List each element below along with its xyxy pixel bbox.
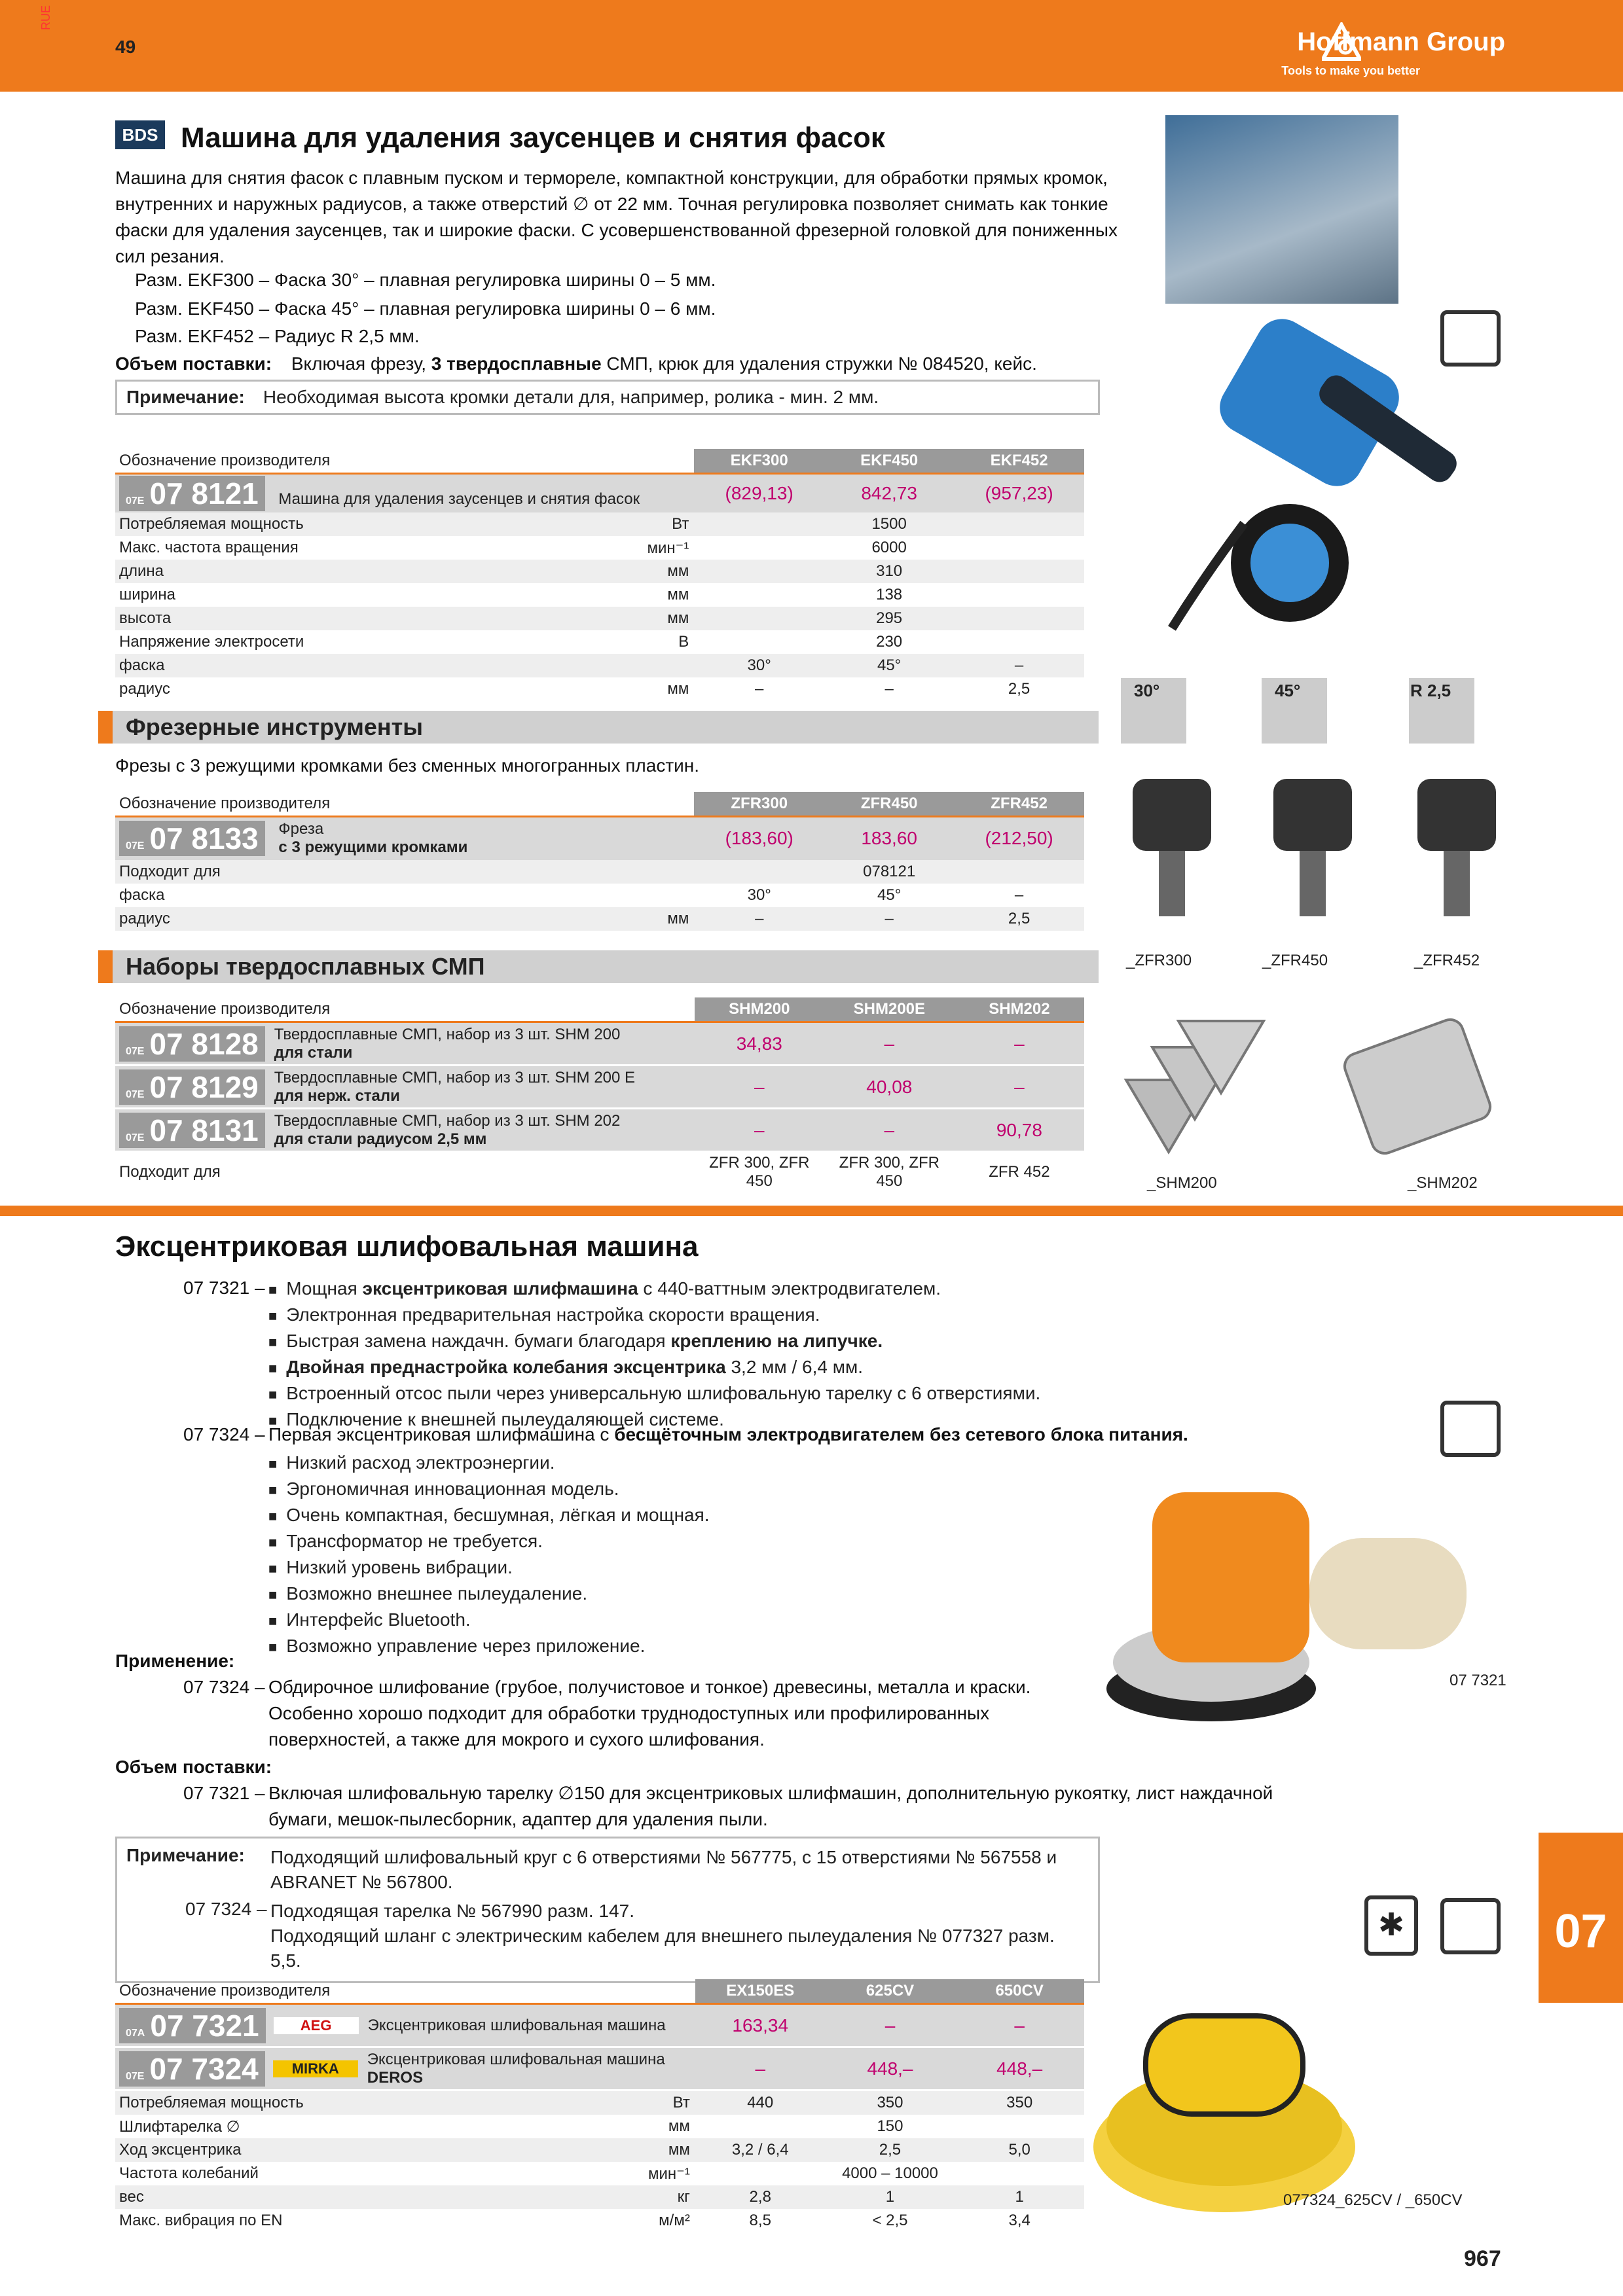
section2-description: Фрезы с 3 режущими кромками без сменных многогранных пластин. — [115, 755, 700, 776]
caption-077321: 07 7321 — [1450, 1672, 1506, 1689]
row-value: 3,2 / 6,4 — [731, 2141, 789, 2159]
case-icon — [1440, 1401, 1501, 1457]
price-cell: 90,78 — [996, 1119, 1042, 1140]
row-value — [694, 607, 824, 630]
article-desc: Твердосплавные СМП, набор из 3 шт. SHM 202 — [274, 1111, 621, 1130]
price-cell: (957,23) — [985, 483, 1053, 503]
row-value — [694, 512, 824, 536]
row-value — [954, 512, 1084, 536]
caption-shm200: _SHM200 — [1147, 1174, 1217, 1192]
row-value — [954, 860, 1084, 884]
row-unit: м/м² — [659, 2212, 690, 2229]
row-value: 45° — [877, 656, 902, 674]
row-value: 2,5 — [1008, 680, 1030, 698]
feature-item: ■ Подключение к внешней пылеудаляющей системе. — [268, 1407, 1040, 1433]
row-unit: Вт — [672, 515, 689, 533]
page-number: 967 — [1464, 2246, 1501, 2271]
bluetooth-icon: ✱ — [1364, 1895, 1418, 1956]
section-divider — [0, 1206, 1623, 1216]
article-desc: Эксцентриковая шлифовальная машина — [367, 2016, 666, 2034]
note-box-2: Примечание: Подходящий шлифовальный круг с 6 отверстиями № 567775, с 15 отверстиями № 567558 и ABRANET № 567800. 07 7324 – Подходящая тарелка № 567990 разм. 147. Подходящий шланг с электрическим кабелем для внешнего пылеудаления № 077327 разм. 5,5. — [115, 1837, 1100, 1983]
row-value: 30° — [747, 886, 771, 904]
row-value: 150 — [877, 2117, 903, 2135]
feature-item: ■ Очень компактная, бесшумная, лёгкая и мощная. — [268, 1503, 710, 1529]
page-top-number: 49 — [115, 37, 136, 57]
row-value: 350 — [1006, 2094, 1033, 2111]
row-value — [954, 583, 1084, 607]
chapter-tab-icon — [1539, 1833, 1623, 1905]
row-unit: мм — [667, 909, 689, 927]
price-cell: – — [1014, 2015, 1025, 2036]
table-shm — [115, 997, 1084, 1192]
row-value: 1 — [1015, 2188, 1024, 2206]
a2-feature-list — [268, 1450, 710, 1660]
brand-tagline: Tools to make you better — [1281, 64, 1420, 77]
row-value: – — [1014, 886, 1024, 904]
row-value: 350 — [877, 2094, 903, 2111]
row-label: Макс. вибрация по EN м/м² — [119, 2212, 690, 2229]
article-cell: 07E 07 8129 Твердосплавные СМП, набор из 3 шт. SHM 200 E для нерж. стали — [115, 1066, 695, 1109]
a2-headline: Первая эксцентриковая шлифмашина с бесщёточным электродвигателем без сетевого блока питания. — [268, 1424, 1188, 1444]
row-label: вес кг — [119, 2188, 690, 2206]
row-value: 1 — [885, 2188, 895, 2206]
feature-item: ■ Электронная предварительная настройка скорости вращения. — [268, 1302, 1040, 1329]
delivery-text-2: Включая шлифовальную тарелку ∅150 для эксцентриковых шлифмашин, дополнительную рукоятку, лист наждачной бумаги, мешок-пылесборник, адаптер для удаления пыли. — [268, 1783, 1273, 1829]
row-value — [694, 583, 824, 607]
row-value: < 2,5 — [872, 2212, 908, 2229]
row-value — [694, 860, 824, 884]
feature-item: ■ Быстрая замена наждачн. бумаги благодаря креплению на липучке. — [268, 1329, 1040, 1355]
row-value — [695, 2115, 826, 2138]
row-label: Макс. частота вращения мин⁻¹ — [119, 539, 689, 557]
row-value: – — [1014, 656, 1024, 674]
col-ekf300: EKF300 — [694, 449, 824, 474]
insert-images — [1113, 1008, 1506, 1172]
feature-item: ■ Возможно управление через приложение. — [268, 1634, 710, 1660]
a1-feature-list — [268, 1276, 1040, 1433]
row-value: 138 — [876, 586, 903, 603]
table-row — [115, 2138, 1084, 2162]
feature-item: ■ Двойная преднастройка колебания эксцентрика 3,2 мм / 6,4 мм. — [268, 1355, 1040, 1381]
note-box-1: Примечание: Необходимая высота кромки детали для, например, ролика - мин. 2 мм. — [115, 380, 1100, 415]
row-value: 5,0 — [1008, 2141, 1030, 2159]
mill-images — [1113, 753, 1506, 949]
a2-number: 07 7324 – — [183, 1424, 265, 1444]
price-cell: 40,08 — [866, 1076, 913, 1097]
article-cell: 07A 07 7321 AEG Эксцентриковая шлифовальная машина — [115, 2004, 695, 2047]
row-label: Подходит для — [119, 862, 221, 880]
caption-shm202: _SHM202 — [1408, 1174, 1478, 1192]
row-unit: мм — [667, 562, 689, 580]
row-value: 3,4 — [1008, 2212, 1030, 2229]
case-icon — [1440, 1898, 1501, 1954]
article-row — [115, 1109, 1084, 1152]
article-number[interactable]: 07 8121 — [149, 476, 259, 511]
price-cell: – — [884, 1033, 895, 1054]
table-row — [115, 2162, 1084, 2185]
row-value: 078121 — [863, 862, 916, 880]
row-value: 440 — [747, 2094, 774, 2111]
feature-item: ■ Низкий уровень вибрации. — [268, 1555, 710, 1581]
spec-table-1 — [115, 449, 1084, 701]
angle-symbols: 30° 45° R 2,5 — [1121, 678, 1501, 750]
row-unit: мм — [668, 2141, 690, 2159]
row-value — [694, 630, 824, 654]
row-value: 295 — [876, 609, 903, 627]
application-label: Применение: — [115, 1651, 235, 1671]
caption-zfr300: _ZFR300 — [1126, 952, 1192, 969]
price-cell: – — [754, 1076, 765, 1097]
feature-item: ■ Эргономичная инновационная модель. — [268, 1477, 710, 1503]
row-value: – — [755, 680, 764, 698]
price-cell: – — [755, 2058, 766, 2079]
row-value: 45° — [877, 886, 902, 904]
language-code: RUE — [39, 5, 52, 30]
row-value — [954, 536, 1084, 560]
table-row — [115, 560, 1084, 583]
row-value — [954, 560, 1084, 583]
article-number[interactable]: 07 8129 — [149, 1069, 259, 1104]
price-cell: – — [1014, 1033, 1025, 1054]
spec-table-3: Обозначение производителя SHM200 SHM200E SHM202 07E 07 8128 Твердосплавные СМП, набор из 3 шт. SHM 200 для стали 34,83 – – 07E 07 8129 Твердосплавные СМП, набор из 3 шт. SHM 200 E для нерж. стали – 40,08 – 07E 07 8131 Твердосплавные СМП, набор из 3 шт. SHM 202 для стали радиусом 2,5 мм – – 90,78 Подходит для ZFR 300, ZFR 450 ZFR 300, ZFR 450 ZFR 452 — [115, 997, 1084, 1192]
table-row — [115, 630, 1084, 654]
row-unit: мин⁻¹ — [647, 539, 689, 557]
row-value: 2,8 — [749, 2188, 771, 2206]
article-cell: 07E 07 8131 Твердосплавные СМП, набор из 3 шт. SHM 202 для стали радиусом 2,5 мм — [115, 1109, 695, 1152]
table-row — [115, 860, 1084, 884]
price-cell: (829,13) — [725, 483, 793, 503]
row-label: Потребляемая мощность Вт — [119, 2094, 690, 2111]
row-label: Напряжение электросети В — [119, 633, 689, 651]
table-row — [115, 654, 1084, 677]
article-desc: Твердосплавные СМП, набор из 3 шт. SHM 200 E — [274, 1068, 636, 1086]
row-value: – — [884, 680, 894, 698]
article-desc-sub: для стали — [274, 1043, 353, 1062]
row-unit: мин⁻¹ — [648, 2165, 690, 2183]
article-number[interactable]: 07 8131 — [149, 1113, 259, 1147]
size-line-1: Разм. EKF300 – Фаска 30° – плавная регулировка ширины 0 – 5 мм. — [135, 270, 716, 290]
row-unit: мм — [667, 586, 689, 603]
row-value — [694, 560, 824, 583]
article-number[interactable]: 07 7324 — [149, 2051, 259, 2086]
row-value: – — [884, 909, 894, 927]
size-line-2: Разм. EKF450 – Фаска 45° – плавная регулировка ширины 0 – 6 мм. — [135, 298, 716, 319]
table-sander — [115, 1979, 1084, 2233]
article-number[interactable]: 07 8133 — [149, 821, 259, 856]
brand-name: Hoffmann Group — [1297, 27, 1505, 56]
row-unit: В — [678, 633, 689, 651]
price-cell: – — [884, 2015, 896, 2036]
article-number[interactable]: 07 7321 — [150, 2008, 259, 2043]
article-cell: 07E 07 8121 Машина для удаления заусенцев и снятия фасок — [115, 474, 694, 513]
delivery-line: Объем поставки: Включая фрезу, 3 твердосплавные СМП, крюк для удаления стружки № 084520, кейс. — [115, 353, 1037, 374]
row-label: Потребляемая мощность Вт — [119, 515, 689, 533]
section-title-deburring: Машина для удаления заусенцев и снятия фасок — [181, 122, 885, 154]
application-text: Обдирочное шлифование (грубое, получистовое и тонкое) древесины, металла и краски. Особенно хорошо подходит для обработки труднодоступных или профилированных поверхностей, а также для мокрого и сухого шлифования. — [268, 1677, 1031, 1749]
article-desc-sub: для нерж. стали — [274, 1086, 400, 1105]
bds-badge: BDS — [115, 120, 165, 149]
row-label: длина мм — [119, 562, 689, 580]
feature-item: ■ Возможно внешнее пылеудаление. — [268, 1581, 710, 1607]
deburring-machine-image — [1113, 314, 1506, 668]
table-row — [115, 512, 1084, 536]
col-ekf450: EKF450 — [824, 449, 954, 474]
price-cell: – — [1014, 1076, 1025, 1097]
row-value: 8,5 — [749, 2212, 771, 2229]
usage-photo — [1165, 115, 1398, 304]
article-row — [115, 1066, 1084, 1109]
delivery-label: Объем поставки: — [115, 353, 272, 374]
row-value: 1500 — [871, 515, 907, 533]
row-value — [954, 607, 1084, 630]
feature-item: ■ Трансформатор не требуется. — [268, 1529, 710, 1555]
caption-077324: 077324_625CV / _650CV — [1283, 2191, 1463, 2209]
article-cell: 07E 07 7324 MIRKAЭксцентриковая шлифовальная машина DEROS — [115, 2047, 695, 2090]
caption-zfr450: _ZFR450 — [1262, 952, 1328, 969]
article-cell: 07E 07 8133 Фреза с 3 режущими кромками — [115, 817, 694, 860]
row-label: высота мм — [119, 609, 689, 627]
article-number[interactable]: 07 8128 — [149, 1026, 259, 1061]
section1-description: Машина для снятия фасок с плавным пуском и термореле, компактной конструкции, для обработки прямых кромок, внутренних и наружных радиусов, а также отверстий ∅ от 22 мм. Точная регулировка позволяет снимать как тонкие фаски для удаления заусенцев, так и широкие фаски. С усовершенствованной фрезерной головкой для пониженных сил резания. — [115, 168, 1118, 266]
row-value: 310 — [876, 562, 903, 580]
table-row — [115, 2090, 1084, 2115]
feature-item: ■ Интерфейс Bluetooth. — [268, 1607, 710, 1634]
table-row — [115, 677, 1084, 701]
article-desc: Машина для удаления заусенцев и снятия фасок — [278, 490, 640, 508]
row-value — [695, 2162, 826, 2185]
price-cell: 163,34 — [732, 2015, 789, 2036]
feature-item: ■ Низкий расход электроэнергии. — [268, 1450, 710, 1477]
row-label: радиус мм — [119, 909, 689, 927]
row-unit: Вт — [672, 2094, 690, 2111]
table-zfr — [115, 792, 1084, 931]
price-cell: 448,– — [867, 2058, 913, 2079]
row-unit: мм — [668, 2117, 690, 2135]
row-value — [955, 2115, 1084, 2138]
table-row — [115, 2185, 1084, 2209]
row-value: 6000 — [871, 539, 907, 556]
price-cell: 34,83 — [736, 1033, 782, 1054]
price-cell: – — [754, 1119, 765, 1140]
row-unit: мм — [667, 680, 689, 698]
table-row — [115, 2209, 1084, 2233]
brand-logo: MIRKA — [273, 2060, 358, 2077]
price-cell: – — [884, 1119, 895, 1140]
row-label: Шлифтарелка ∅ мм — [119, 2117, 690, 2136]
row-value: 2,5 — [879, 2141, 902, 2159]
row-value — [694, 536, 824, 560]
article-cell: 07E 07 8128 Твердосплавные СМП, набор из 3 шт. SHM 200 для стали — [115, 1022, 695, 1066]
feature-item: ■ Встроенный отсос пыли через универсальную шлифовальную тарелку с 6 отверстиями. — [268, 1381, 1040, 1407]
spec-table-4: Обозначение производителя EX150ES 625CV 650CV 07A 07 7321 AEG Эксцентриковая шлифовальная машина 163,34 – – 07E 07 7324 MIRKAЭксцентриковая шлифовальная машина DEROS – 448,– 448,– Потребляемая мощность Вт 440 350 350 Шлифтарелка ∅ мм 150 Ход эксцентрика мм 3,2 / 6,4 2,5 5,0 Частота колебаний мин⁻¹ 4000 – 10000 вес кг 2,8 1 1 Макс. вибрация по EN м/м² 8,5 < 2,5 3,4 — [115, 1979, 1084, 2233]
a1-number: 07 7321 – — [183, 1278, 265, 1298]
section-title-sander: Эксцентриковая шлифовальная машина — [115, 1230, 699, 1263]
article-desc-sub: DEROS — [367, 2068, 424, 2087]
row-value: 230 — [876, 633, 903, 651]
article-row — [115, 1022, 1084, 1066]
row-label: фаска — [119, 656, 165, 674]
table-row — [115, 907, 1084, 931]
row-value: 30° — [747, 656, 771, 674]
table-row — [115, 2115, 1084, 2138]
caption-zfr452: _ZFR452 — [1414, 952, 1480, 969]
row-label: ширина мм — [119, 586, 689, 603]
table-row — [115, 536, 1084, 560]
article-desc: Эксцентриковая шлифовальная машина — [367, 2050, 665, 2068]
row-value: 2,5 — [1008, 909, 1030, 927]
article-desc-sub: для стали радиусом 2,5 мм — [274, 1130, 487, 1148]
article-row — [115, 2004, 1084, 2047]
table-row — [115, 884, 1084, 907]
aeg-sander-image — [1087, 1453, 1506, 1728]
col-ekf452: EKF452 — [954, 449, 1084, 474]
row-unit: мм — [667, 609, 689, 627]
table-row — [115, 583, 1084, 607]
row-label: фаска — [119, 886, 165, 904]
row-unit: кг — [677, 2188, 690, 2206]
table-row — [115, 607, 1084, 630]
price-cell: 448,– — [996, 2058, 1043, 2079]
row-value: 4000 – 10000 — [842, 2164, 938, 2182]
size-line-3: Разм. EKF452 – Радиус R 2,5 мм. — [135, 326, 420, 346]
row-label: Частота колебаний мин⁻¹ — [119, 2164, 690, 2183]
spec-table-2: Обозначение производителя ZFR300 ZFR450 ZFR452 07E 07 8133 Фреза с 3 режущими кромками (183,60) 183,60 (212,50) Подходит для 078121 фаска 30° 45° – радиус мм – – 2,5 — [115, 792, 1084, 931]
mirka-sander-image — [1087, 1957, 1362, 2219]
subsection-inserts: Наборы твердосплавных СМП — [98, 950, 1099, 983]
brand-logo: AEG — [274, 2017, 359, 2034]
table-ekf — [115, 449, 1084, 701]
row-label: радиус мм — [119, 680, 689, 698]
chapter-tab[interactable]: 07 — [1539, 1833, 1623, 2003]
row-value — [955, 2162, 1084, 2185]
article-desc: Твердосплавные СМП, набор из 3 шт. SHM 200 — [274, 1025, 621, 1043]
row-value — [954, 630, 1084, 654]
table-head-label: Обозначение производителя — [115, 449, 694, 474]
article-row — [115, 2047, 1084, 2090]
row-label: Ход эксцентрика мм — [119, 2141, 690, 2159]
row-value: – — [755, 909, 764, 927]
subsection-mills: Фрезерные инструменты — [98, 711, 1099, 744]
delivery-label-2: Объем поставки: — [115, 1757, 272, 1777]
price-cell: 842,73 — [861, 483, 917, 503]
feature-item: ■ Мощная эксцентриковая шлифмашина с 440-ваттным электродвигателем. — [268, 1276, 1040, 1302]
